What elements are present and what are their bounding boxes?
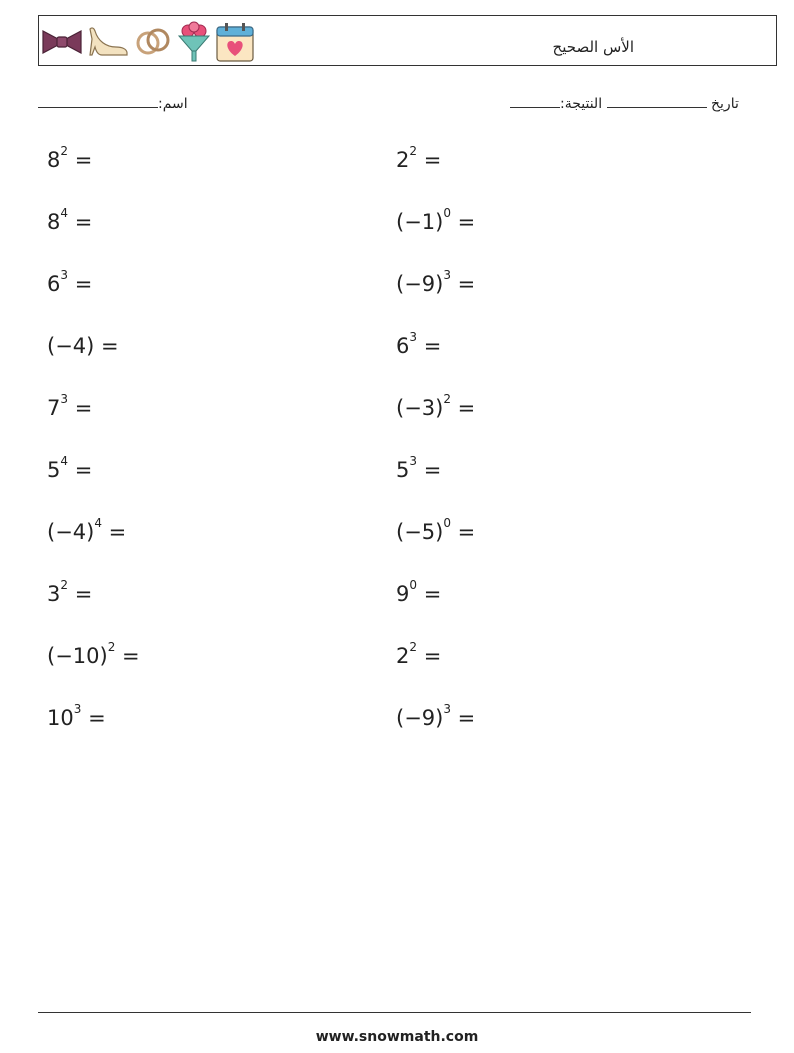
problem-item: [47, 702, 106, 730]
problem-exponent: 2: [409, 144, 418, 158]
footer-url[interactable]: www.snowmath.com: [315, 1029, 479, 1045]
problem-exponent: 0: [443, 206, 451, 220]
equals-sign: =: [122, 644, 140, 668]
problem-item: [47, 144, 93, 172]
problem-base: 8: [47, 210, 61, 234]
problem-base: 8: [47, 148, 61, 172]
problem-item: [47, 640, 140, 668]
problem-exponent: 2: [60, 144, 69, 158]
problem-base: (−1): [396, 210, 444, 234]
equals-sign: =: [457, 396, 476, 420]
problem-item: [47, 206, 93, 234]
problem-exponent: 2: [60, 578, 69, 592]
equals-sign: =: [74, 210, 93, 234]
equals-sign: =: [457, 272, 476, 296]
problem-item: [47, 392, 93, 420]
problem-exponent: 2: [443, 392, 451, 406]
problem-exponent: 3: [443, 702, 451, 716]
heart-calendar-icon: [215, 21, 255, 63]
problem-base: (−9): [396, 706, 444, 730]
equals-sign: =: [457, 210, 476, 234]
problem-base: 5: [396, 458, 410, 482]
equals-sign: =: [457, 706, 476, 730]
problem-item: [47, 268, 93, 296]
problem-exponent: 4: [60, 454, 69, 468]
problem-base: 2: [396, 644, 410, 668]
problem-exponent: 4: [60, 206, 69, 220]
problem-base: (−3): [396, 396, 444, 420]
problem-base: 6: [47, 272, 61, 296]
problem-exponent: 0: [443, 516, 451, 530]
problem-base: (−5): [396, 520, 444, 544]
name-blank[interactable]: [38, 95, 158, 108]
date-score-field: [510, 95, 739, 112]
problem-exponent: 3: [73, 702, 82, 716]
problem-base: (−4): [47, 520, 95, 544]
problem-item: [396, 578, 442, 606]
problem-item: [396, 392, 476, 420]
problem-item: [47, 578, 93, 606]
problem-exponent: 2: [409, 640, 418, 654]
equals-sign: =: [74, 148, 93, 172]
problem-item: [396, 268, 476, 296]
equals-sign: =: [88, 706, 106, 730]
score-blank[interactable]: [607, 95, 707, 108]
date-label: :تاريخ: [560, 96, 739, 112]
problem-exponent: 3: [443, 268, 451, 282]
equals-sign: =: [423, 644, 442, 668]
problem-exponent: 2: [107, 640, 116, 654]
problem-exponent: 3: [60, 268, 69, 282]
name-field: [38, 95, 188, 112]
problem-base: 7: [47, 396, 61, 420]
problem-item: [396, 702, 476, 730]
problem-item: [47, 334, 119, 358]
problem-base: (−4): [47, 334, 95, 358]
equals-sign: =: [108, 520, 127, 544]
problem-base: 3: [47, 582, 61, 606]
page-title: الأس الصحيح: [552, 38, 634, 56]
problem-item: [396, 206, 476, 234]
problem-exponent: 3: [409, 454, 418, 468]
problem-base: 10: [47, 706, 74, 730]
equals-sign: =: [74, 458, 93, 482]
equals-sign: =: [74, 396, 93, 420]
problem-item: [396, 640, 442, 668]
equals-sign: =: [423, 334, 442, 358]
problem-base: 9: [396, 582, 410, 606]
wedding-rings-icon: [133, 22, 173, 62]
problem-item: [396, 454, 442, 482]
score-label: النتيجة: [564, 96, 603, 112]
problem-item: [47, 516, 127, 544]
problem-base: 2: [396, 148, 410, 172]
date-blank[interactable]: [510, 95, 560, 108]
equals-sign: =: [74, 582, 93, 606]
equals-sign: =: [74, 272, 93, 296]
problem-exponent: 4: [94, 516, 102, 530]
equals-sign: =: [457, 520, 476, 544]
footer-divider: [38, 1012, 751, 1013]
problem-exponent: 3: [60, 392, 69, 406]
problem-exponent: 0: [409, 578, 418, 592]
equals-sign: =: [101, 334, 119, 358]
problem-item: [47, 454, 93, 482]
bouquet-icon: [176, 21, 212, 63]
problem-base: 5: [47, 458, 61, 482]
equals-sign: =: [423, 458, 442, 482]
header-box: [38, 15, 777, 66]
problem-base: (−9): [396, 272, 444, 296]
high-heel-icon: [86, 25, 130, 59]
problem-item: [396, 144, 442, 172]
equals-sign: =: [423, 148, 442, 172]
problem-base: (−10): [47, 644, 108, 668]
equals-sign: =: [423, 582, 442, 606]
problem-exponent: 3: [409, 330, 418, 344]
problem-base: 6: [396, 334, 410, 358]
bow-tie-icon: [41, 27, 83, 57]
problem-item: [396, 516, 476, 544]
header-icons: [41, 20, 255, 64]
name-label: :اسم: [158, 96, 188, 112]
problem-item: [396, 330, 442, 358]
